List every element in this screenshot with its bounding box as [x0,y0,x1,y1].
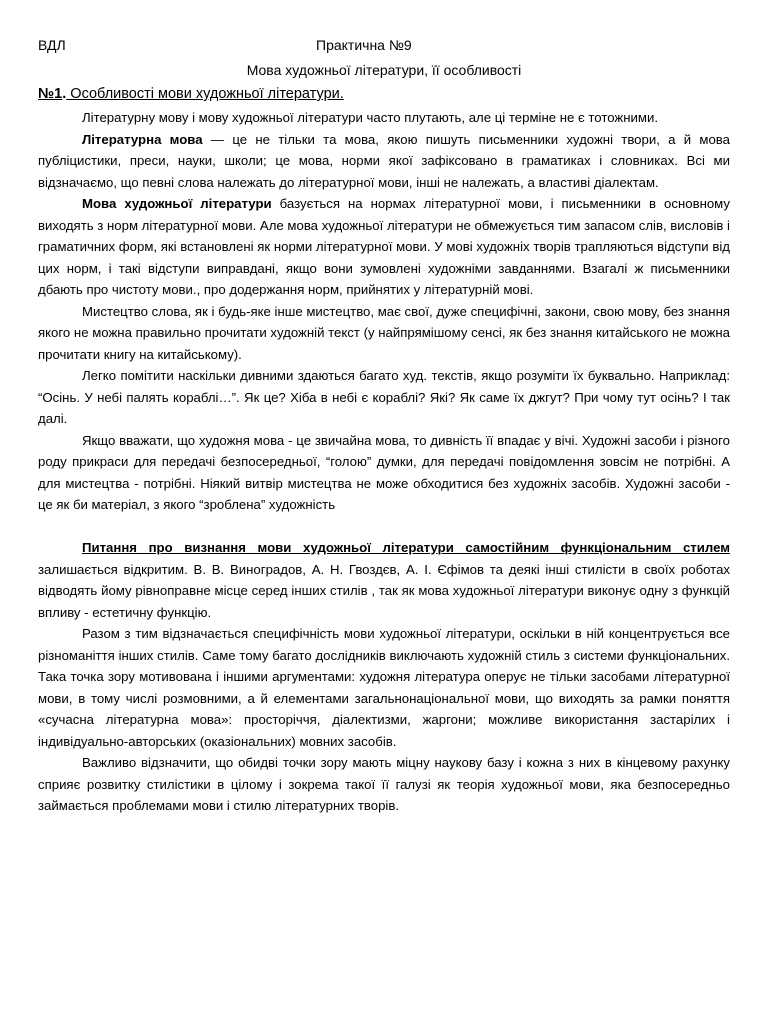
paragraph [38,537,730,623]
document-title: Практична №9 [316,37,412,53]
paragraph-text: — це не тільки та мова, якою пишуть письменники художні твори, а й мова публіцистики, преси, науки, школи; це мова, норми якої зафіксовано в граматиках і словниках. Всі ми відзначаємо, що певні слова належать до літературної мови, інші не належать, а властиві діалектам. [38,131,730,190]
paragraph [38,752,730,817]
term-lead: Літературна мова [82,131,203,147]
term-lead: Мова художньої літератури [82,196,272,211]
document-org-label: ВДЛ [38,37,66,53]
paragraph [38,623,730,752]
paragraph [38,301,730,366]
section-title: Особливості мови художньої літератури. [66,86,344,102]
paragraph [38,365,730,430]
paragraph-text: Разом з тим відзначається специфічність мови художньої літератури, оскільки в ній концентрується все різноманіття інших стилів. Саме тому багато дослідників виключають художній стиль з системи функціональних. Така точка зору мотивована і іншими аргументами: художня література оперує не тільки засобами літературної мови, в тому числі розмовними, а й елементами загальнонаціональної мови, що виходять за рамки поняття «сучасна літературна мова»: просторіччя, діалектизми, жаргони; можливе використання застарілих і індивідуально-авторських (оказіональних) мовних засобів. [38,626,730,749]
paragraph-text: базується на нормах літературної мови, і письменники в основному виходять з норм літературної мови. Але мова художньої літератури не обмежується тим запасом слів, висловів і граматичних форм, які встановлені як норми літературної мови. У мові художніх творів трапляються відступи від цих норм, і такі відступи виправдані, якщо вони зумовлені художніми завданнями. Взагалі ж письменники дбають про чистоту мови., про додержання норм, прийнятих у літературній мові. [38,196,730,297]
section-heading [38,86,344,102]
underlined-phrase: Питання про визнання мови художньої літератури самостійним функціональним стилем [82,540,730,555]
paragraph [38,129,730,194]
paragraph-text: залишається відкритим. В. В. Виноградов, А. Н. Гвоздєв, А. І. Єфімов та деякі інші стилісти в своїх роботах відводять йому рівноправне місце серед інших стилів , так як мова художньої літератури виконує одну з функцій впливу - естетичну функцію. [38,561,730,620]
section-number: №1 [38,86,63,102]
paragraph-text: Легко помітити наскільки дивними здаються багато худ. текстів, якщо розуміти їх буквально. Наприклад: “Осінь. У небі палять кораблі…”. Як це? Хіба в небі є кораблі? Які? Як саме їх джгут? При чому тут осінь? І так далі. [38,368,730,426]
section-dot: . [62,86,67,102]
paragraph-text: Мистецтво слова, як і будь-яке інше мистецтво, має свої, дуже специфічні, закони, свою мову, без знання якого не можна правильно прочитати художній текст (у найпрямішому сенсі, як без знання китайського не можна прочитати книгу на китайському). [38,303,730,362]
paragraph-text: Літературну мову і мову художньої літератури часто плутають, але ці терміне не є тотожними. [82,110,658,125]
document-body [38,107,730,817]
paragraph [38,107,730,129]
paragraph-text: Важливо відзначити, що обидві точки зору мають міцну наукову базу і кожна з них в кінцевому рахунку сприяє розвитку стилістики в цілому і зокрема такої її галузі як теорія художньої мови, яка безпосередньо займається проблемами мови і стилю літературних творів. [38,755,730,813]
document-subtitle: Мова художньої літератури, її особливості [246,62,522,78]
paragraph [38,430,730,516]
paragraph-text: Якщо вважати, що художня мова - це звичайна мова, то дивність її впадає у вічі. Художні засоби і різного роду прикраси для передачі безпосередньої, “голою” думки, для передачі повідомлення зовсім не потрібні. А для мистецтва - потрібні. Ніякий витвір мистецтва не може обходитися без художніх засобів. Художні засоби - це як би матеріал, з якого “зроблена” художність [38,432,730,512]
paragraph [38,193,730,301]
